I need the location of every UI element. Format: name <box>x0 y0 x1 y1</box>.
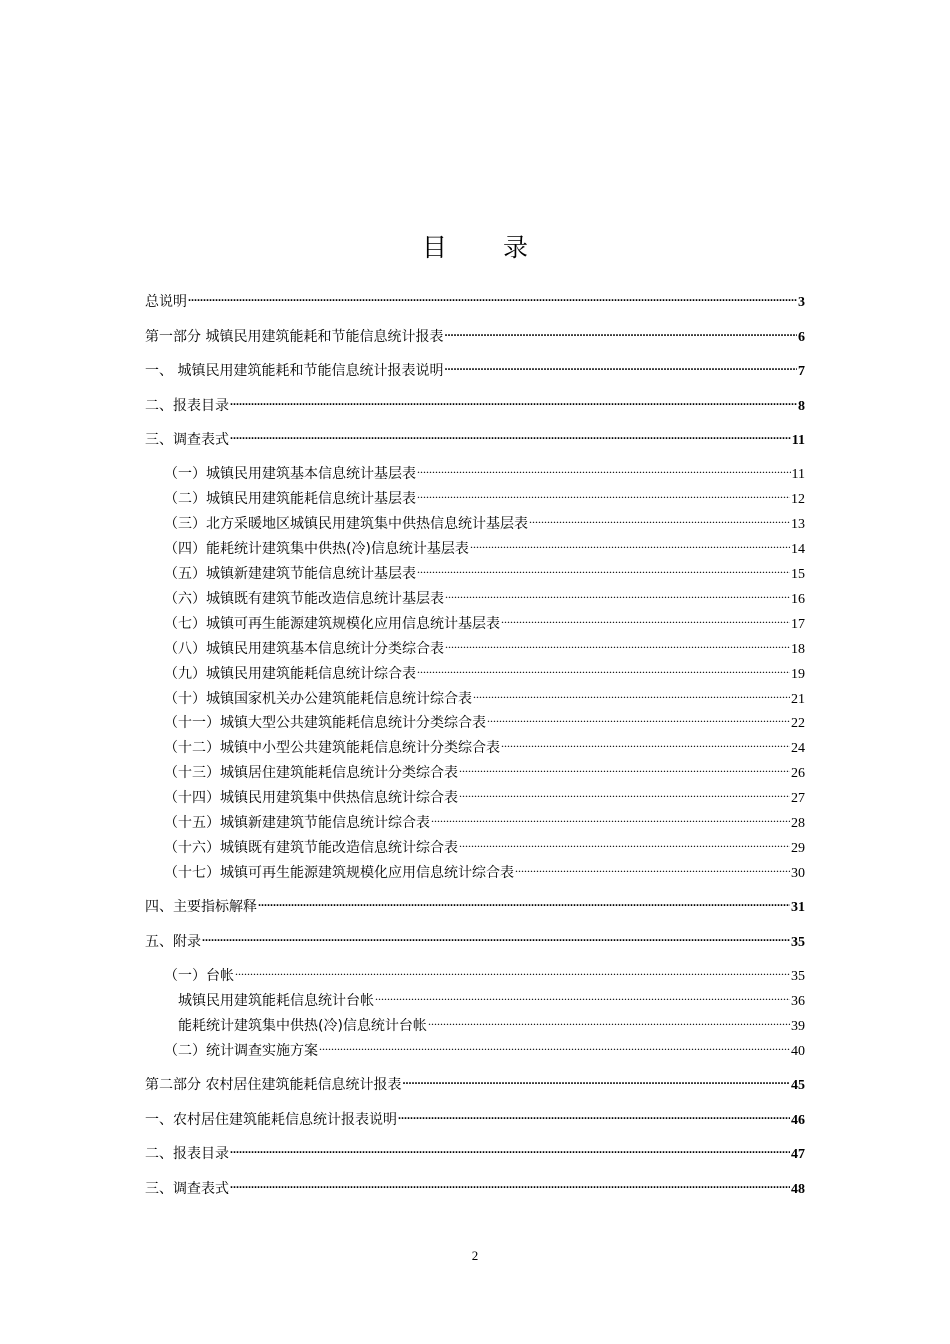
toc-entry-page: 31 <box>791 900 805 915</box>
toc-entry[interactable] <box>145 1104 805 1128</box>
toc-entry-label: （一）台帐 <box>164 968 234 984</box>
toc-entry-label: 五、附录 <box>145 934 201 950</box>
toc-entry-page: 12 <box>791 492 805 507</box>
toc-entry-page: 3 <box>798 295 805 310</box>
toc-entry-page: 30 <box>791 866 805 881</box>
dot-leader <box>444 321 797 341</box>
toc-entry-page: 36 <box>791 994 805 1009</box>
toc-entry[interactable] <box>145 1069 805 1093</box>
dot-leader <box>444 355 797 375</box>
toc-entry-page: 8 <box>798 399 805 414</box>
toc-entry[interactable] <box>145 286 805 310</box>
toc-entry-page: 6 <box>798 330 805 345</box>
toc-entry-page: 29 <box>791 841 805 856</box>
toc-entry-label: （十二）城镇中小型公共建筑能耗信息统计分类综合表 <box>164 740 500 756</box>
toc-entry-page: 47 <box>791 1147 805 1162</box>
dot-leader <box>235 960 790 980</box>
toc-entry-page: 45 <box>791 1078 805 1093</box>
toc-entry-label: （二）城镇民用建筑能耗信息统计基层表 <box>164 491 416 507</box>
toc-entry-label: （三）北方采暖地区城镇民用建筑集中供热信息统计基层表 <box>164 516 528 532</box>
toc-entry-page: 24 <box>791 741 805 756</box>
toc-entry-label: （十四）城镇民用建筑集中供热信息统计综合表 <box>164 790 458 806</box>
dot-leader <box>431 807 790 827</box>
toc-entry-label: （八）城镇民用建筑基本信息统计分类综合表 <box>164 641 444 657</box>
toc-entry-page: 35 <box>791 969 805 984</box>
toc-entry-label: 三、调查表式 <box>145 1181 229 1197</box>
toc-entry-page: 13 <box>791 517 805 532</box>
toc-entry[interactable] <box>145 321 805 345</box>
dot-leader <box>402 1069 790 1089</box>
dot-leader <box>515 857 790 877</box>
dot-leader <box>445 633 790 653</box>
toc-entry[interactable] <box>164 658 805 682</box>
dot-leader <box>230 1173 790 1193</box>
toc-entry-label: 城镇民用建筑能耗信息统计台帐 <box>178 993 374 1009</box>
toc-entry-page: 28 <box>791 816 805 831</box>
toc-entry[interactable] <box>164 732 805 756</box>
toc-entry[interactable] <box>145 891 805 915</box>
toc-entry[interactable] <box>178 1010 805 1034</box>
toc-entry[interactable] <box>164 832 805 856</box>
dot-leader <box>529 508 790 528</box>
toc-entry-page: 35 <box>791 935 805 950</box>
dot-leader <box>470 533 790 553</box>
toc-entry-page: 16 <box>791 592 805 607</box>
dot-leader <box>417 558 790 578</box>
dot-leader <box>501 608 790 628</box>
toc-entry[interactable] <box>164 583 805 607</box>
toc-entry-label: 总说明 <box>145 294 187 310</box>
toc-entry-page: 21 <box>791 692 805 707</box>
page-number: 2 <box>471 1248 479 1263</box>
toc-entry[interactable] <box>164 807 805 831</box>
toc-entry[interactable] <box>164 1035 805 1059</box>
toc-entry[interactable] <box>145 424 805 448</box>
dot-leader <box>230 1138 790 1158</box>
toc-entry-label: （七）城镇可再生能源建筑规模化应用信息统计基层表 <box>164 616 500 632</box>
toc-entry[interactable] <box>145 355 805 379</box>
toc-entry-page: 40 <box>791 1044 805 1059</box>
toc-entry-label: 第二部分 农村居住建筑能耗信息统计报表 <box>145 1077 402 1093</box>
dot-leader <box>473 683 790 703</box>
toc-entry-label: 一、 城镇民用建筑能耗和节能信息统计报表说明 <box>145 363 444 379</box>
page-title: 目 录 <box>422 233 552 262</box>
toc-entry-label: 四、主要指标解释 <box>145 899 257 915</box>
toc-entry[interactable] <box>164 960 805 984</box>
toc-entry-label: （五）城镇新建建筑节能信息统计基层表 <box>164 566 416 582</box>
dot-leader <box>398 1104 790 1124</box>
dot-leader <box>375 985 790 1005</box>
toc-entry-page: 17 <box>791 617 805 632</box>
toc-entry-label: 二、报表目录 <box>145 398 229 414</box>
toc-entry[interactable] <box>164 633 805 657</box>
toc-entry-label: 二、报表目录 <box>145 1146 229 1162</box>
toc-entry[interactable] <box>145 390 805 414</box>
dot-leader <box>459 832 790 852</box>
dot-leader <box>459 782 790 802</box>
toc-entry[interactable] <box>145 1138 805 1162</box>
toc-entry-label: （十六）城镇既有建筑节能改造信息统计综合表 <box>164 840 458 856</box>
toc-entry-label: 能耗统计建筑集中供热(冷)信息统计台帐 <box>178 1018 427 1034</box>
dot-leader <box>459 757 790 777</box>
dot-leader <box>230 390 797 410</box>
dot-leader <box>501 732 790 752</box>
dot-leader <box>188 286 797 306</box>
toc-entry-page: 14 <box>791 542 805 557</box>
toc-entry[interactable] <box>145 926 805 950</box>
toc-entry[interactable] <box>164 483 805 507</box>
toc-entry[interactable] <box>164 707 805 731</box>
toc-entry-label: （十五）城镇新建建筑节能信息统计综合表 <box>164 815 430 831</box>
toc-entry-page: 46 <box>791 1113 805 1128</box>
toc-entry[interactable] <box>164 608 805 632</box>
dot-leader <box>445 583 790 603</box>
toc-entry[interactable] <box>164 508 805 532</box>
toc-entry-label: （六）城镇既有建筑节能改造信息统计基层表 <box>164 591 444 607</box>
toc-entry-page: 15 <box>791 567 805 582</box>
toc-entry-label: （九）城镇民用建筑能耗信息统计综合表 <box>164 666 416 682</box>
toc-entry-page: 19 <box>791 667 805 682</box>
toc-entry[interactable] <box>178 985 805 1009</box>
dot-leader <box>487 707 790 727</box>
toc-entry[interactable] <box>164 857 805 881</box>
toc-entry-label: （一）城镇民用建筑基本信息统计基层表 <box>164 466 416 482</box>
toc-entry[interactable] <box>145 1173 805 1197</box>
toc-entry-page: 11 <box>791 433 805 448</box>
toc-entry-page: 27 <box>791 791 805 806</box>
toc-entry-label: （十）城镇国家机关办公建筑能耗信息统计综合表 <box>164 691 472 707</box>
toc-entry[interactable] <box>164 782 805 806</box>
dot-leader <box>319 1035 790 1055</box>
toc-entry-page: 11 <box>791 467 805 482</box>
toc-entry-page: 7 <box>798 364 805 379</box>
toc-entry-label: （十三）城镇居住建筑能耗信息统计分类综合表 <box>164 765 458 781</box>
toc-entry-page: 22 <box>791 716 805 731</box>
toc-entry-label: （四）能耗统计建筑集中供热(冷)信息统计基层表 <box>164 541 469 557</box>
toc-entry-label: （二）统计调查实施方案 <box>164 1043 318 1059</box>
toc-entry[interactable] <box>164 683 805 707</box>
toc-entry-page: 26 <box>791 766 805 781</box>
dot-leader <box>417 658 790 678</box>
dot-leader <box>202 926 790 946</box>
dot-leader <box>417 458 791 478</box>
toc-entry[interactable] <box>164 757 805 781</box>
toc-entry[interactable] <box>164 458 805 482</box>
toc-entry-label: 一、农村居住建筑能耗信息统计报表说明 <box>145 1112 397 1128</box>
dot-leader <box>428 1010 790 1030</box>
dot-leader <box>230 424 791 444</box>
toc-entry[interactable] <box>164 533 805 557</box>
toc-entry-label: （十七）城镇可再生能源建筑规模化应用信息统计综合表 <box>164 865 514 881</box>
toc-entry-label: 第一部分 城镇民用建筑能耗和节能信息统计报表 <box>145 329 444 345</box>
toc-entry-page: 48 <box>791 1182 805 1197</box>
toc-entry[interactable] <box>164 558 805 582</box>
dot-leader <box>417 483 790 503</box>
toc-entry-page: 39 <box>791 1019 805 1034</box>
dot-leader <box>258 891 790 911</box>
toc-entry-label: 三、调查表式 <box>145 432 229 448</box>
toc-entry-label: （十一）城镇大型公共建筑能耗信息统计分类综合表 <box>164 715 486 731</box>
toc-entry-page: 18 <box>791 642 805 657</box>
